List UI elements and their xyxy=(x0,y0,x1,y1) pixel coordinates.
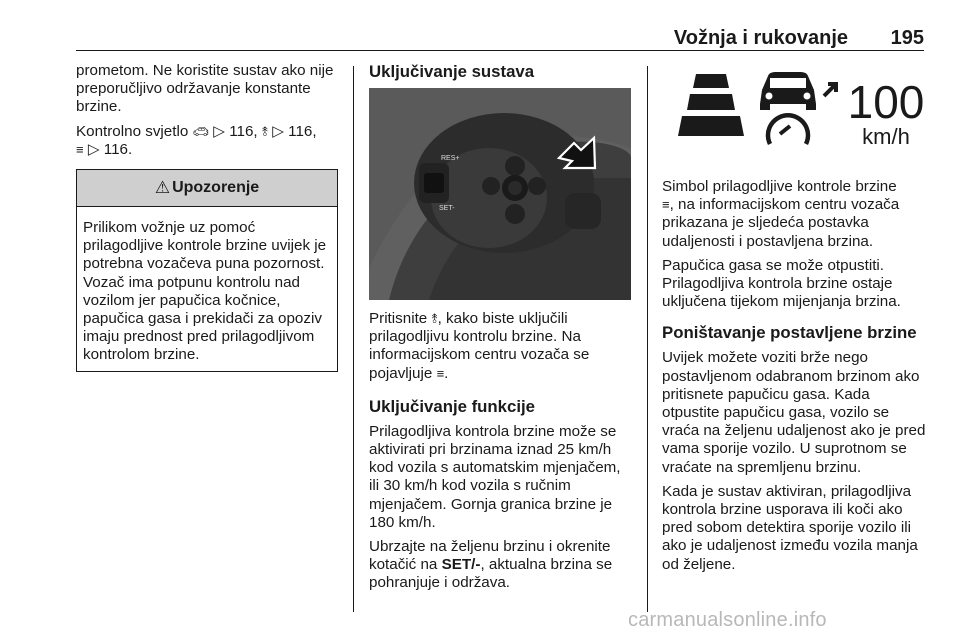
warning-header xyxy=(77,170,337,207)
wheel-label-set: SET- xyxy=(439,205,455,212)
adaptive-cruise-icon: ≡ xyxy=(662,197,670,213)
section-heading: Uključivanje funkcije xyxy=(369,396,536,416)
column-middle xyxy=(369,62,633,599)
paragraph: Simbol prilagodljive kontrole brzine ≡, na informacijskom centru vozača prikazana je sljedeća postavka udaljenosti i postavljena brzina. xyxy=(662,178,900,250)
wheel-label-res: RES+ xyxy=(441,155,460,162)
paragraph: Prilagodljiva kontrola brzine može se aktivirati pri brzinama iznad 25 km/h kod vozila s automatskim mjenjačem, ili 30 km/h kod vozila s ručnim mjenjačem. Gornja granica brzine je 180 km/h. xyxy=(369,422,621,531)
speed-unit: km/h xyxy=(862,124,910,149)
warning-box xyxy=(76,169,338,372)
ref-arrow-icon: ▷ xyxy=(87,140,100,158)
warning-text: Prilikom vožnje uz pomoć prilagodljive kontrole brzine uvijek je potrebna vozačeva puna pozornost. Vozač ima potpunu kontrolu nad vozilom jer papučica kočnice, papučica gasa i prekidači za opoziv imaju prednost pred prilagodljivom kontrolom brzine. xyxy=(83,219,327,364)
set-button-label: SET/- xyxy=(441,556,481,574)
cruise-icon: ⥉ xyxy=(261,123,268,139)
section-heading: Poništavanje postavljene brzine xyxy=(662,323,917,343)
page-ref: 116, xyxy=(229,122,258,140)
paragraph: Kada je sustav aktiviran, prilagodljiva kontrola brzine usporava ili koči ako pred sobom detektira sporije vozilo ili ako je udaljenost između vozila manja od željene. xyxy=(662,482,918,573)
paragraph: Ubrzajte na željenu brzinu i okrenite kotačić na SET/-, aktualna brzina se pohranjuje i održava. xyxy=(369,538,613,592)
page-ref: 116. xyxy=(103,140,133,158)
warning-triangle-icon: ⚠︎ xyxy=(154,177,171,197)
section-heading: Uključivanje sustava xyxy=(369,62,535,81)
paragraph: Pritisnite ⥉, kako biste uključili prilagodljivu kontrolu brzine. Na informacijskom centru vozača se pojavljuje ≡. xyxy=(369,310,590,382)
page-header xyxy=(76,26,924,51)
column-right xyxy=(662,62,926,580)
watermark: carmanualsonline.info xyxy=(628,609,827,631)
driver-info-display xyxy=(662,62,926,156)
column-divider xyxy=(647,66,648,612)
ref-arrow-icon: ▷ xyxy=(272,122,284,140)
page-number: 195 xyxy=(890,27,924,49)
paragraph-indicator: Kontrolno svjetlo 🚗︎ ▷ 116, ⥉ ▷ 116, ≡ ▷ 116. xyxy=(76,122,317,158)
column-divider xyxy=(353,66,354,612)
paragraph: Uvijek možete voziti brže nego postavljenom odabranom brzinom ako pritisnete papučicu gasa. Kada otpustite papučicu gasa, vozilo se vraća na željenu udaljenost ako je pred vama sporije vozilo. U suprotnom se vraćate na spremljenu brzinu. xyxy=(662,349,926,476)
page-title: Vožnja i rukovanje xyxy=(673,27,848,49)
paragraph: Papučica gasa se može otpustiti. Prilagodljiva kontrola brzine ostaje uključena tijekom mijenjanja brzina. xyxy=(662,256,901,311)
column-left xyxy=(76,62,338,372)
adaptive-cruise-icon: ≡ xyxy=(76,141,84,157)
set-speed-value: 100 xyxy=(847,76,925,128)
ref-arrow-icon: ▷ xyxy=(213,122,225,140)
car-icon: 🚗︎ xyxy=(192,123,210,139)
steering-wheel-photo xyxy=(369,88,631,300)
paragraph: prometom. Ne koristite sustav ako nije preporučljivo održavanje konstante brzine. xyxy=(76,62,334,116)
page-ref: 116, xyxy=(288,122,317,140)
adaptive-cruise-icon: ≡ xyxy=(436,365,445,381)
cruise-icon: ⥉ xyxy=(431,311,438,326)
warning-title: Upozorenje xyxy=(172,178,260,196)
